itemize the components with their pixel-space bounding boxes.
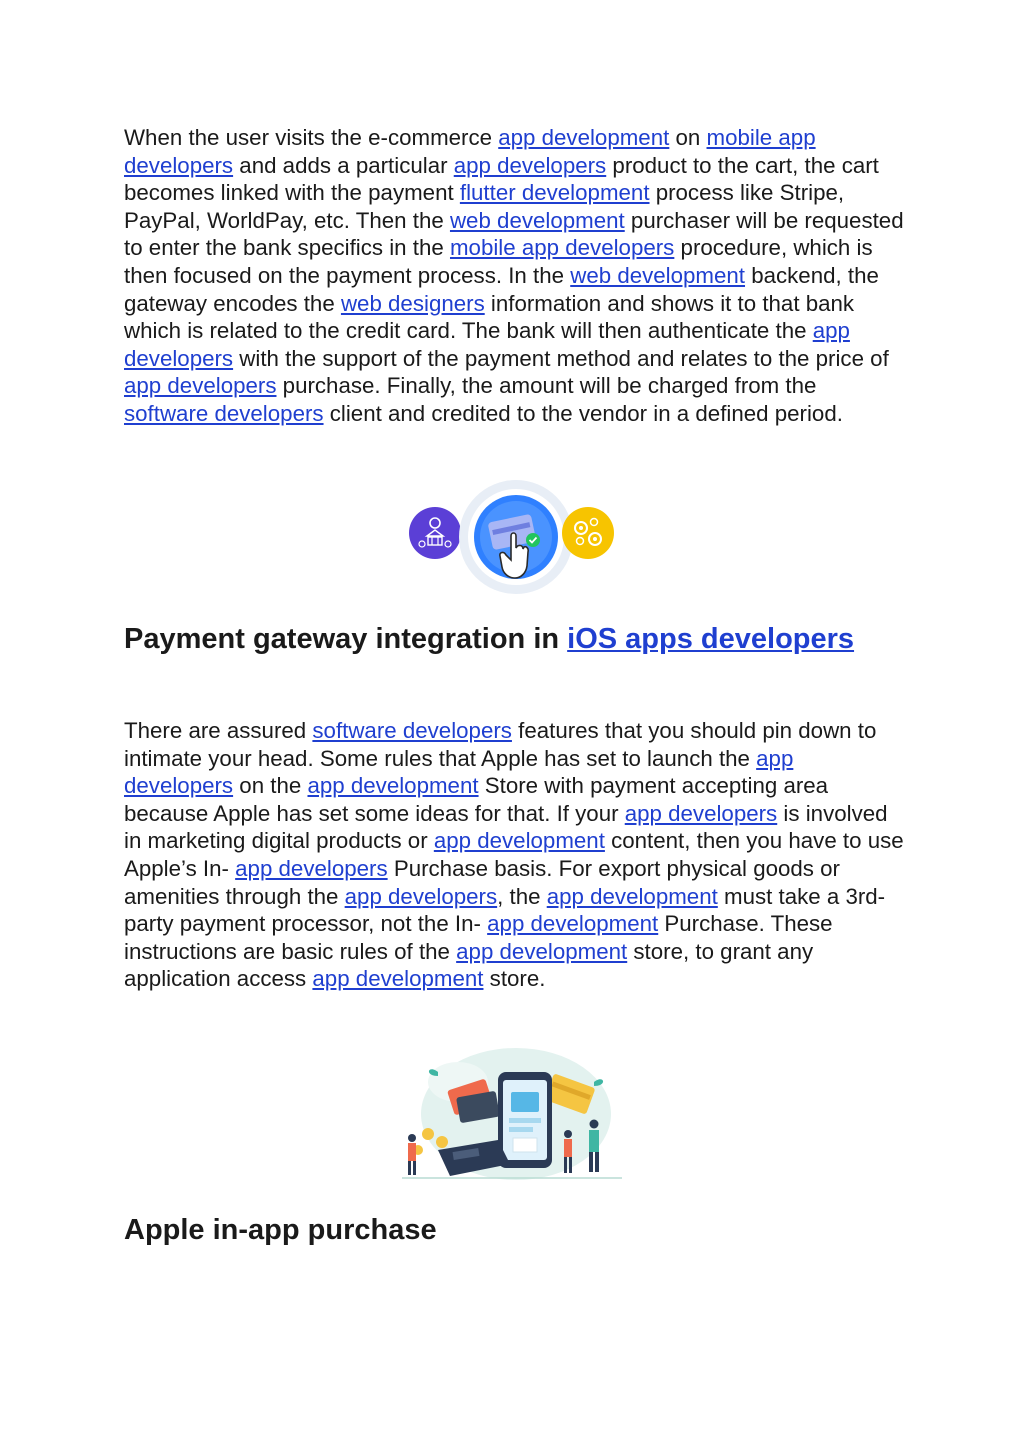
inline-link[interactable]: app developers bbox=[124, 318, 850, 371]
inline-link[interactable]: app development bbox=[307, 773, 479, 799]
inline-link[interactable]: app developers bbox=[624, 800, 778, 826]
paragraph-text: with the support of the payment method and relates to the price of bbox=[233, 345, 889, 371]
paragraph-text: information and shows it to that bank which is related to the credit card. The bank will then authenticate the bbox=[124, 290, 855, 344]
paragraph-text: When the user visits the e-commerce bbox=[124, 125, 499, 150]
paragraph-text: client and credited to the vendor in a defined period. bbox=[323, 400, 843, 426]
inline-link[interactable]: mobile app developers bbox=[124, 125, 816, 178]
inline-link[interactable]: app development bbox=[546, 883, 718, 909]
paragraph-text: Store with payment accepting area because Apple has set some ideas for that. If your bbox=[124, 773, 829, 826]
paragraph-payment-flow bbox=[124, 124, 904, 428]
paragraph-text: Purchase basis. For export physical goods or amenities through the bbox=[124, 855, 840, 909]
paragraph-text: purchase. Finally, the amount will be charged from the bbox=[276, 373, 817, 399]
paragraph-text: and adds a particular bbox=[233, 152, 454, 178]
paragraph-text: , the bbox=[497, 883, 547, 909]
paragraph-text: on bbox=[669, 125, 707, 150]
heading-apple-in-app-purchase: Apple in-app purchase bbox=[124, 1214, 437, 1246]
paragraph-text: backend, the gateway encodes the bbox=[124, 262, 879, 316]
inline-link[interactable]: app developers bbox=[344, 883, 498, 909]
inline-link[interactable]: app developers bbox=[453, 152, 607, 178]
inline-link[interactable]: app development bbox=[312, 966, 484, 992]
paragraph-text: must take a 3rd-party payment processor, not the In- bbox=[124, 883, 886, 937]
inline-link[interactable]: app developers bbox=[124, 745, 794, 799]
paragraph-text: is involved in marketing digital products or bbox=[124, 800, 888, 854]
heading-payment-gateway bbox=[124, 621, 904, 657]
inline-link[interactable]: app developers bbox=[235, 855, 388, 881]
paragraph-apple-rules bbox=[124, 717, 904, 993]
inline-link[interactable]: app development bbox=[487, 911, 659, 937]
card-tap-icon bbox=[459, 480, 573, 594]
paragraph-text: store, to grant any application access bbox=[124, 938, 814, 992]
paragraph-text: procedure, which is then focused on the payment process. In the bbox=[124, 235, 873, 288]
inline-link[interactable]: app developers bbox=[124, 373, 277, 399]
inline-link[interactable]: software developers bbox=[124, 400, 324, 426]
paragraph-text: content, then you have to use Apple’s In- bbox=[124, 828, 904, 881]
inline-link[interactable]: flutter development bbox=[459, 180, 650, 206]
inline-link[interactable]: web development bbox=[449, 207, 625, 233]
paragraph-text: product to the cart, the cart becomes linked with the payment bbox=[124, 152, 879, 206]
inline-link[interactable]: app development bbox=[433, 828, 605, 854]
heading-payment-gateway-text: Payment gateway integration in bbox=[124, 623, 568, 655]
inline-link[interactable]: app development bbox=[456, 938, 628, 964]
paragraph-text: on the bbox=[233, 773, 308, 799]
inline-link[interactable]: software developers bbox=[312, 718, 512, 743]
bank-user-icon bbox=[409, 507, 461, 559]
payment-process-icons bbox=[405, 478, 620, 596]
inline-link[interactable]: mobile app developers bbox=[449, 235, 675, 261]
gears-icon bbox=[562, 507, 614, 559]
paragraph-text: process like Stripe, PayPal, WorldPay, etc. Then the bbox=[124, 180, 845, 233]
paragraph-text: Purchase. These instructions are basic rules of the bbox=[124, 911, 833, 964]
mobile-payment-illustration bbox=[398, 1042, 626, 1187]
paragraph-text: store. bbox=[483, 966, 546, 992]
inline-link[interactable]: web designers bbox=[340, 290, 485, 316]
inline-link[interactable]: app development bbox=[498, 125, 670, 150]
link-ios-apps-developers[interactable]: iOS apps developers bbox=[567, 623, 855, 655]
inline-link[interactable]: web development bbox=[570, 262, 746, 288]
paragraph-text: features that you should pin down to intimate your head. Some rules that Apple has set to launch the bbox=[124, 718, 877, 771]
paragraph-text: purchaser will be requested to enter the bank specifics in the bbox=[124, 207, 904, 261]
paragraph-text: There are assured bbox=[124, 718, 313, 743]
